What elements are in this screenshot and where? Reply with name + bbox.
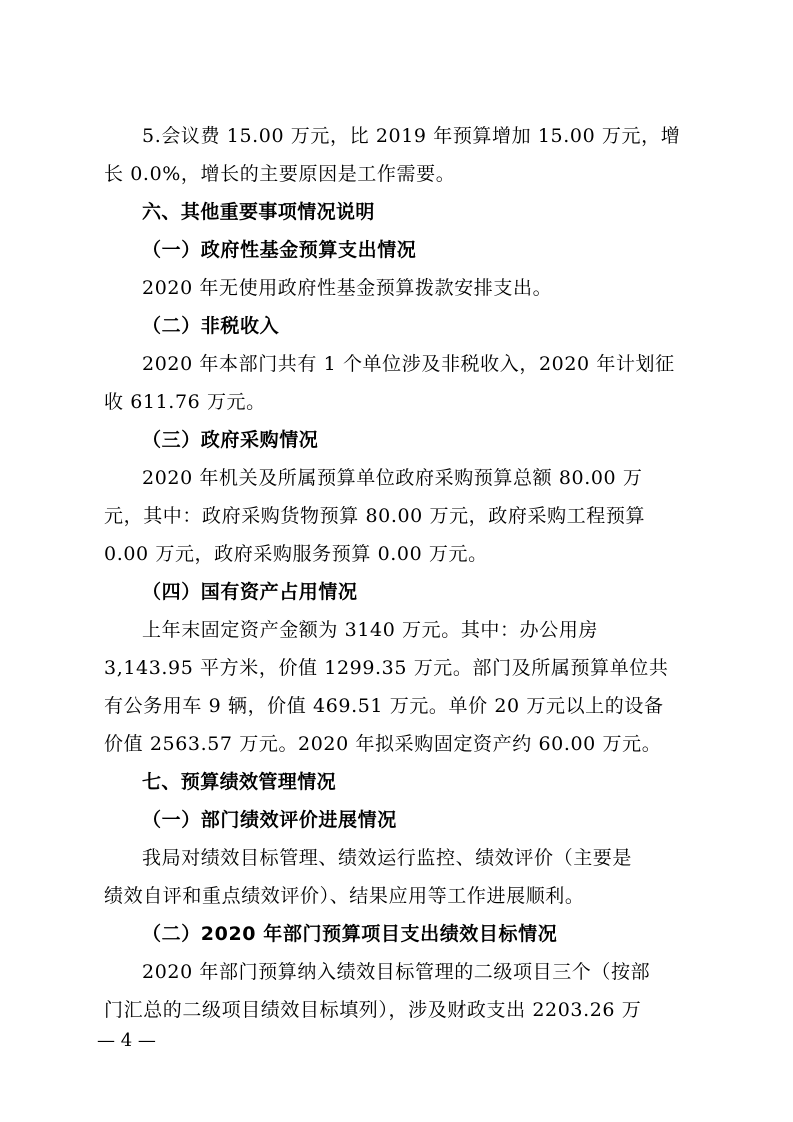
subsection-heading: （二）非税收入	[142, 315, 280, 337]
subsection-heading: （一）部门绩效评价进展情况	[142, 809, 397, 831]
body-line: 我局对绩效目标管理、绩效运行监控、绩效评价（主要是	[142, 847, 633, 869]
page-number: — 4 —	[97, 1030, 156, 1051]
body-line: 2020 年本部门共有 1 个单位涉及非税收入，2020 年计划征	[142, 353, 675, 375]
subsection-heading: （一）政府性基金预算支出情况	[142, 239, 417, 261]
body-line: 长 0.0%，增长的主要原因是工作需要。	[104, 163, 456, 185]
section-heading: 六、其他重要事项情况说明	[142, 201, 375, 223]
subsection-heading: （四）国有资产占用情况	[142, 581, 358, 603]
body-line: 元，其中：政府采购货物预算 80.00 万元，政府采购工程预算	[104, 505, 646, 527]
body-line: 有公务用车 9 辆，价值 469.51 万元。单价 20 万元以上的设备	[104, 695, 664, 717]
section-heading: 七、预算绩效管理情况	[142, 771, 337, 793]
body-line: 绩效自评和重点绩效评价）、结果应用等工作进展顺利。	[104, 885, 585, 907]
body-line: 2020 年部门预算纳入绩效目标管理的二级项目三个（按部	[142, 961, 651, 983]
body-line: 价值 2563.57 万元。2020 年拟采购固定资产约 60.00 万元。	[104, 733, 662, 755]
body-line: 门汇总的二级项目绩效目标填列），涉及财政支出 2203.26 万	[104, 999, 642, 1021]
body-line: 2020 年机关及所属预算单位政府采购预算总额 80.00 万	[142, 467, 643, 489]
subsection-heading: （三）政府采购情况	[142, 429, 319, 451]
body-line: 5.会议费 15.00 万元，比 2019 年预算增加 15.00 万元，增	[142, 125, 681, 147]
body-line: 3,143.95 平方米，价值 1299.35 万元。部门及所属预算单位共	[104, 657, 669, 679]
body-line: 收 611.76 万元。	[104, 391, 266, 413]
body-line: 上年末固定资产金额为 3140 万元。其中：办公用房	[142, 619, 599, 641]
subsection-heading: （二）2020 年部门预算项目支出绩效目标情况	[142, 923, 558, 945]
body-line: 2020 年无使用政府性基金预算拨款安排支出。	[142, 277, 553, 299]
body-line: 0.00 万元，政府采购服务预算 0.00 万元。	[104, 543, 488, 565]
